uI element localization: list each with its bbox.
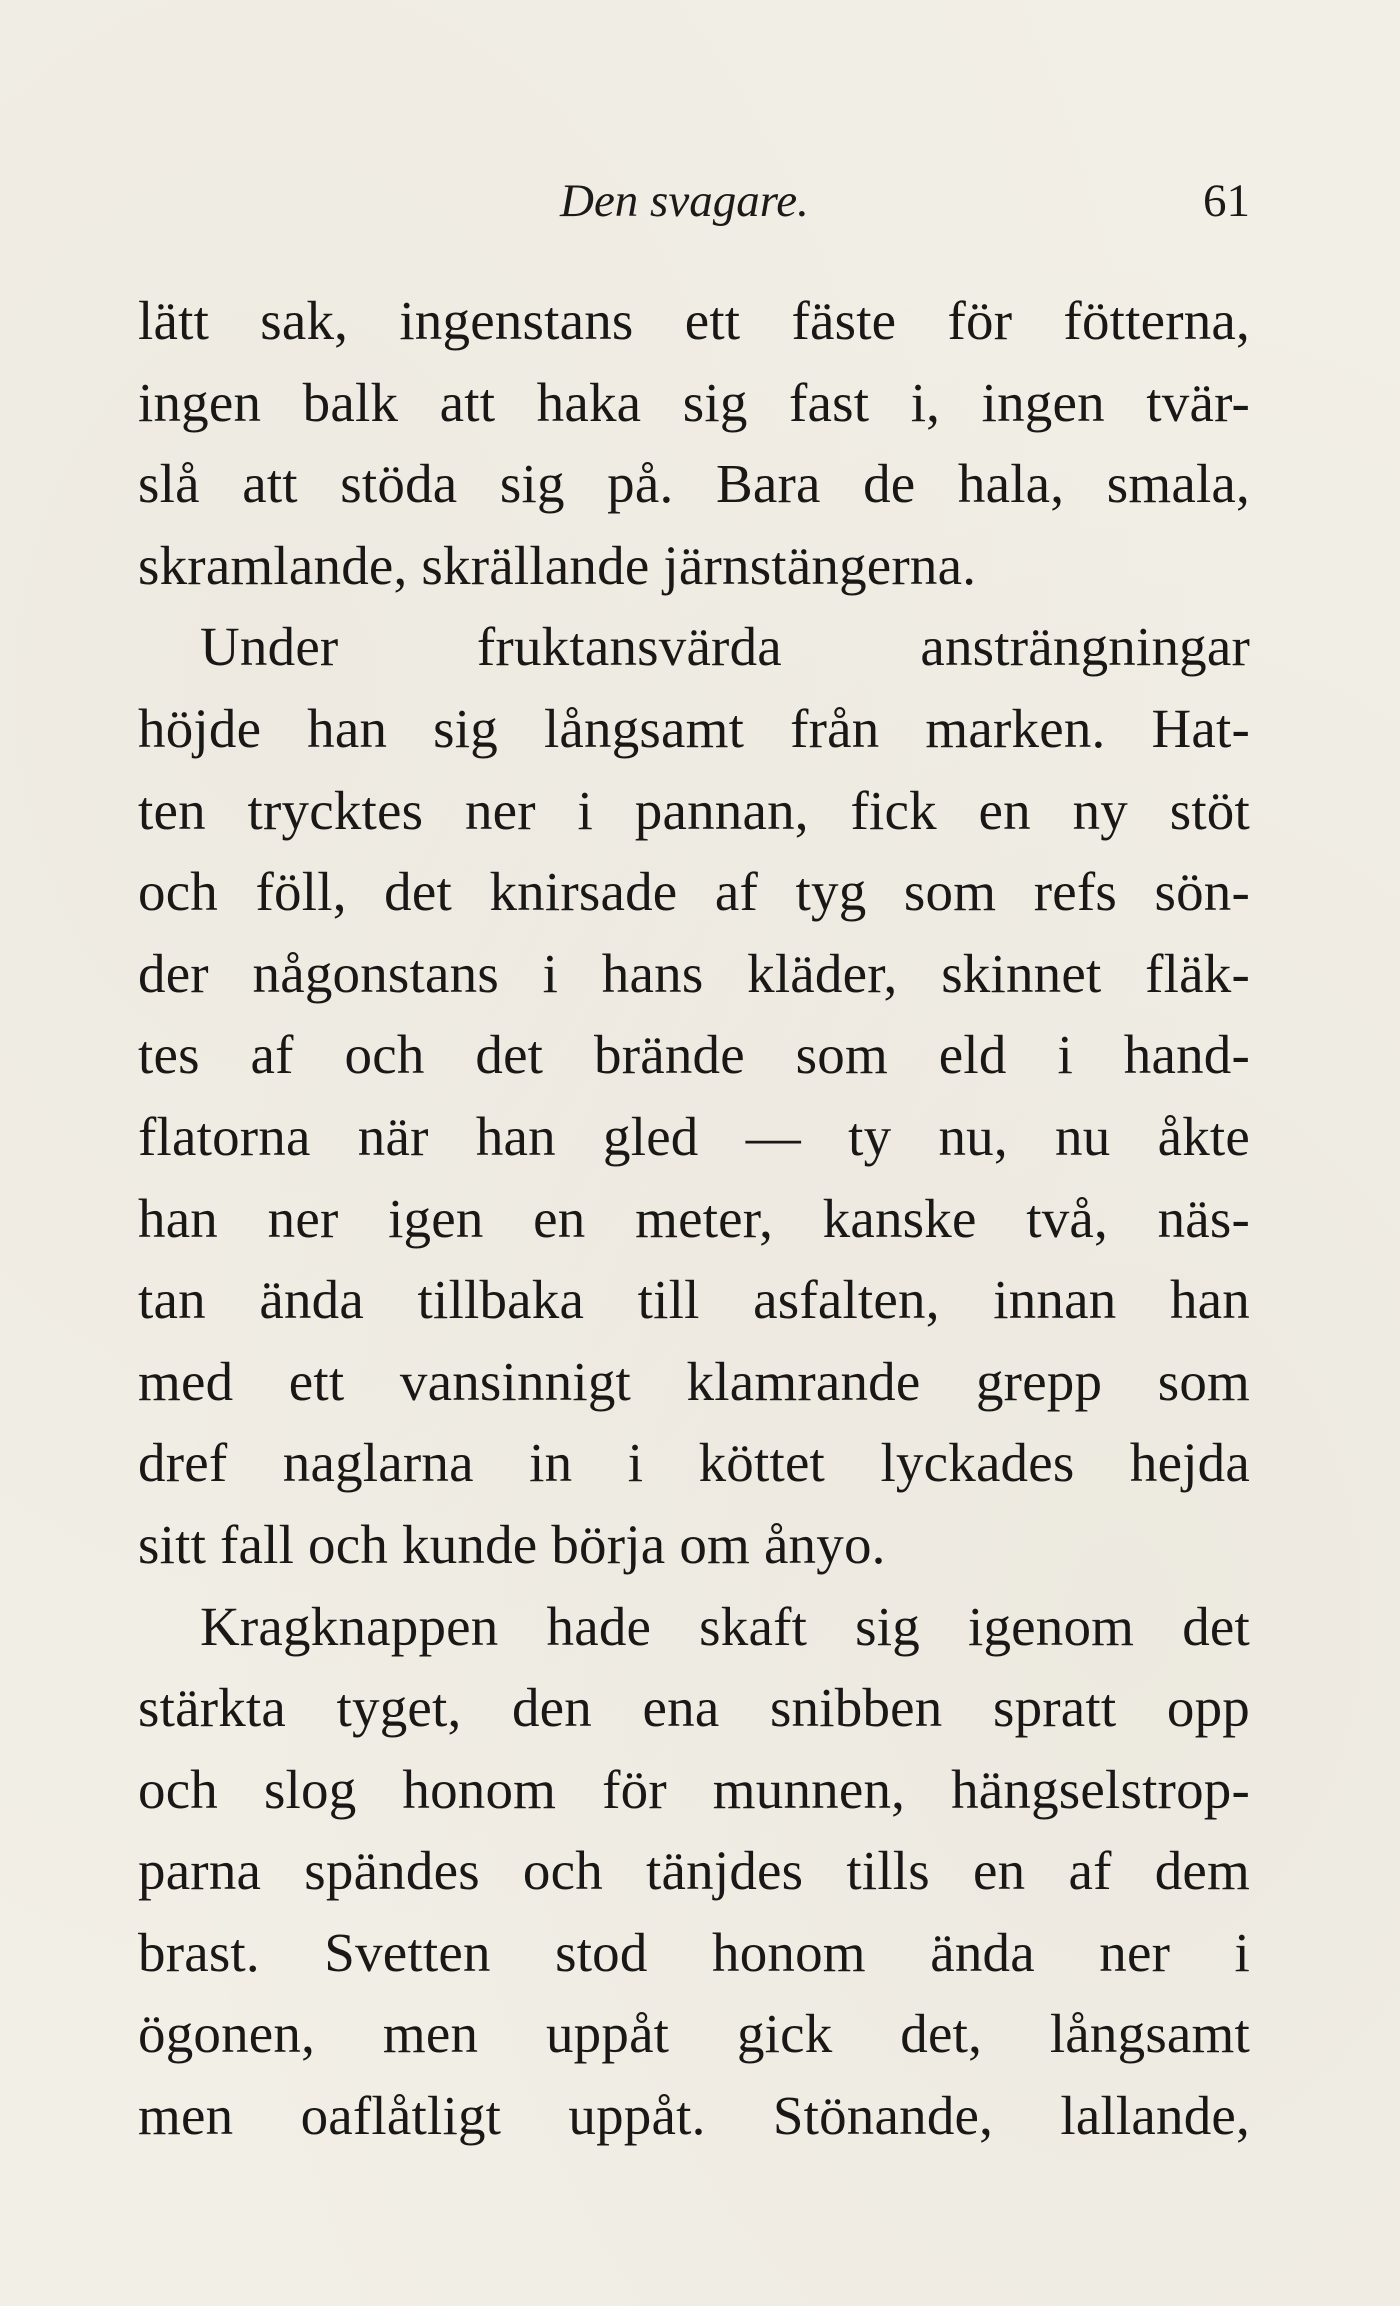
text-line: flatorna när han gled — ty nu, nu åkte [138, 1105, 1250, 1167]
text-line: slå att stöda sig på. Bara de hala, smala, [138, 453, 1250, 515]
text-line: stärkta tyget, den ena snibben spratt opp [138, 1677, 1250, 1739]
text-line: brast. Svetten stod honom ända ner i [138, 1921, 1250, 1983]
text-line: der någonstans i hans kläder, skinnet fläk- [138, 942, 1250, 1004]
text-line: lätt sak, ingenstans ett fäste för fötterna, [138, 290, 1250, 351]
text-line: han ner igen en meter, kanske två, näs- [138, 1187, 1250, 1249]
page-number: 61 [1203, 175, 1250, 227]
text-line: tan ända tillbaka till asfalten, innan han [138, 1269, 1250, 1331]
text-line: dref naglarna in i köttet lyckades hejda [138, 1432, 1250, 1494]
text-line: med ett vansinnigt klamrande grepp som [138, 1350, 1250, 1412]
text-line: och föll, det knirsade af tyg som refs sön- [138, 861, 1250, 923]
page-header [0, 166, 1400, 236]
text-line: parna spändes och tänjdes tills en af dem [138, 1840, 1250, 1902]
text-line: ögonen, men uppåt gick det, långsamt [138, 2003, 1250, 2065]
text-line: Kragknappen hade skaft sig igenom det [200, 1595, 1250, 1657]
text-line: ingen balk att haka sig fast i, ingen tvär- [138, 371, 1250, 433]
text-line: Under fruktansvärda ansträngningar [200, 616, 1250, 678]
text-line: men oaflåtligt uppåt. Stönande, lallande, [138, 2085, 1250, 2147]
text-line: skramlande, skrällande järnstängerna. [138, 534, 977, 596]
text-line: och slog honom för munnen, hängselstrop- [138, 1758, 1250, 1820]
text-line: ten trycktes ner i pannan, fick en ny stöt [138, 779, 1250, 841]
body-text [138, 280, 1250, 2157]
running-title: Den svagare. [560, 175, 809, 227]
text-line: tes af och det brände som eld i hand- [138, 1024, 1250, 1086]
text-line: höjde han sig långsamt från marken. Hat- [138, 697, 1250, 759]
text-line: sitt fall och kunde börja om ånyo. [138, 1513, 886, 1575]
